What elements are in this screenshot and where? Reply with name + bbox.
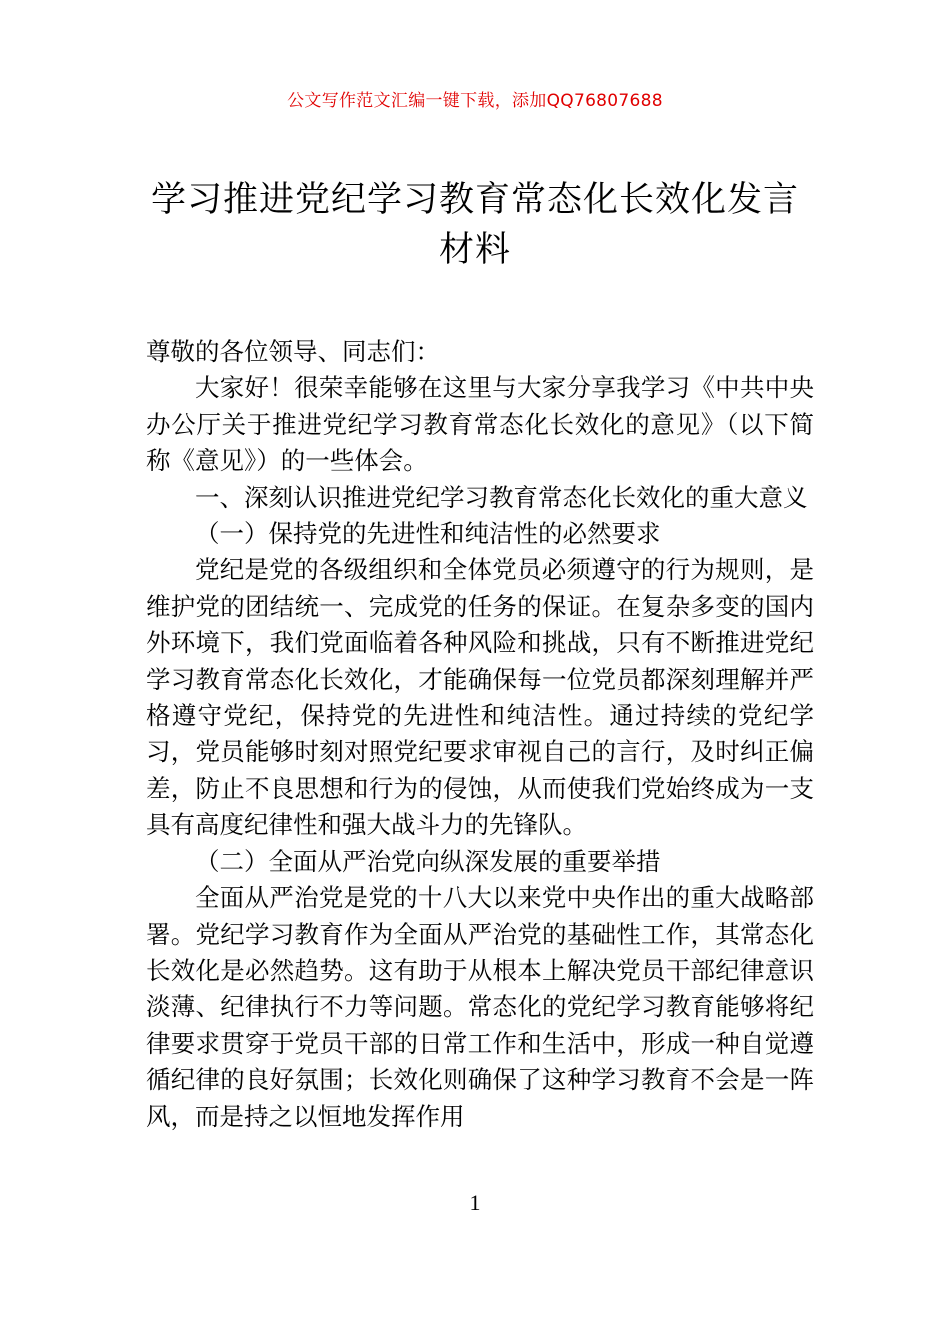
paragraph-intro: 大家好！很荣幸能够在这里与大家分享我学习《中共中央办公厅关于推进党纪学习教育常态化长效化的意见》（以下简称《意见》）的一些体会。 xyxy=(146,373,814,476)
section-heading-1: 一、深刻认识推进党纪学习教育常态化长效化的重大意义 xyxy=(195,482,808,512)
page-number: 1 xyxy=(469,1190,481,1215)
document-title-line-1: 学习推进党纪学习教育常态化长效化发言 xyxy=(150,180,799,220)
document-body xyxy=(146,334,814,1135)
paragraph-body-1: 党纪是党的各级组织和全体党员必须遵守的行为规则，是维护党的团结统一、完成党的任务的保证。在复杂多变的国内外环境下，我们党面临着各种风险和挑战，只有不断推进党纪学习教育常态化长效化，才能确保每一位党员都深刻理解并严格遵守党纪，保持党的先进性和纯洁性。通过持续的党纪学习，党员能够时刻对照党纪要求审视自己的言行，及时纠正偏差，防止不良思想和行为的侵蚀，从而使我们党始终成为一支具有高度纪律性和强大战斗力的先锋队。 xyxy=(146,555,814,840)
salutation: 尊敬的各位领导、同志们： xyxy=(146,337,440,366)
document-title-line-2: 材料 xyxy=(438,230,511,270)
download-promo-header: 公文写作范文汇编一键下载，添加QQ76807688 xyxy=(287,91,663,111)
subsection-heading-1: （一）保持党的先进性和纯洁性的必然要求 xyxy=(195,519,661,549)
paragraph-body-2: 全面从严治党是党的十八大以来党中央作出的重大战略部署。党纪学习教育作为全面从严治党的基础性工作，其常态化长效化是必然趋势。这有助于从根本上解决党员干部纪律意识淡薄、纪律执行不力等问题。常态化的党纪学习教育能够将纪律要求贯穿于党员干部的日常工作和生活中，形成一种自觉遵循纪律的良好氛围；长效化则确保了这种学习教育不会是一阵风，而是持之以恒地发挥作用 xyxy=(146,883,814,1131)
subsection-heading-2: （二）全面从严治党向纵深发展的重要举措 xyxy=(195,846,661,876)
